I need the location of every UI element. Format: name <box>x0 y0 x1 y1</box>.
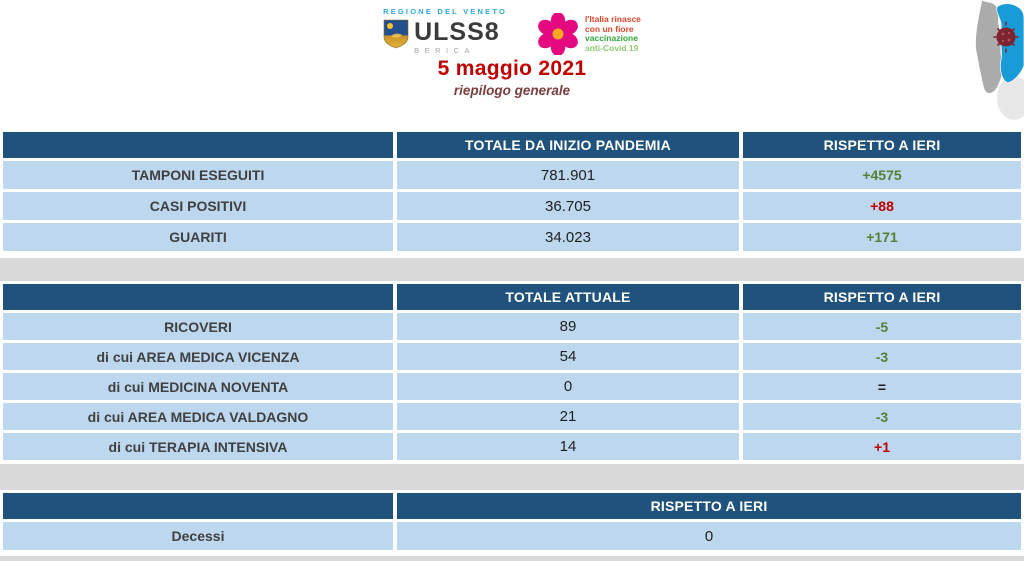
column-header-rispetto-ieri: RISPETTO A IERI <box>397 493 1021 519</box>
table-deaths <box>3 493 1021 550</box>
row-delta-guariti: +171 <box>743 223 1021 251</box>
row-label-area-medica-valdagno: di cui AREA MEDICA VALDAGNO <box>3 403 393 430</box>
ulss8-name: ULSS8 <box>414 18 500 46</box>
row-value-terapia-intensiva: 14 <box>397 433 739 460</box>
ulss8-berica-label: BERICA <box>414 46 476 55</box>
row-label-guariti: GUARITI <box>3 223 393 251</box>
header-empty-cell <box>3 493 393 519</box>
row-delta-casi-positivi: +88 <box>743 192 1021 220</box>
row-value-ricoveri: 89 <box>397 313 739 340</box>
ulss8-logo-row <box>383 19 500 55</box>
report-subtitle: riepilogo generale <box>453 83 571 98</box>
section-divider <box>0 258 1024 281</box>
row-value-guariti: 34.023 <box>397 223 739 251</box>
row-value-medicina-noventa: 0 <box>397 373 739 400</box>
column-header-rispetto-ieri: RISPETTO A IERI <box>743 132 1021 158</box>
column-header-rispetto-ieri: RISPETTO A IERI <box>743 284 1021 310</box>
header-logos <box>0 7 1024 55</box>
row-value-casi-positivi: 36.705 <box>397 192 739 220</box>
campaign-line-2: con un fiore <box>585 23 634 34</box>
row-label-area-medica-vicenza: di cui AREA MEDICA VICENZA <box>3 343 393 370</box>
row-label-casi-positivi: CASI POSITIVI <box>3 192 393 220</box>
campaign-line-3: vaccinazione <box>585 33 638 43</box>
row-delta-area-medica-valdagno: -3 <box>743 403 1021 430</box>
row-value-area-medica-vicenza: 54 <box>397 343 739 370</box>
primula-flower-icon <box>537 13 579 55</box>
header-empty-cell <box>3 284 393 310</box>
row-label-terapia-intensiva: di cui TERAPIA INTENSIVA <box>3 433 393 460</box>
campaign-line-1: l'Italia rinasce <box>585 14 641 24</box>
column-header-totale-attuale: TOTALE ATTUALE <box>397 284 739 310</box>
column-header-totale-pandemia: TOTALE DA INIZIO PANDEMIA <box>397 132 739 158</box>
row-delta-tamponi: +4575 <box>743 161 1021 189</box>
row-label-tamponi: TAMPONI ESEGUITI <box>3 161 393 189</box>
header-empty-cell <box>3 132 393 158</box>
table-current-hospitalizations <box>3 284 1021 460</box>
row-value-area-medica-valdagno: 21 <box>397 403 739 430</box>
regione-veneto-label: REGIONE DEL VENETO <box>383 7 508 16</box>
row-delta-area-medica-vicenza: -3 <box>743 343 1021 370</box>
row-delta-medicina-noventa: = <box>743 373 1021 400</box>
row-label-ricoveri: RICOVERI <box>3 313 393 340</box>
ulss8-logo <box>383 7 507 55</box>
row-value-tamponi: 781.901 <box>397 161 739 189</box>
row-delta-terapia-intensiva: +1 <box>743 433 1021 460</box>
section-divider <box>0 464 1024 490</box>
ulss8-crest-icon <box>383 19 409 49</box>
vaccine-campaign-text <box>585 15 641 53</box>
title-block <box>0 57 1024 98</box>
table-pandemic-totals <box>3 132 1021 251</box>
row-value-decessi: 0 <box>397 522 1021 550</box>
vaccine-campaign-logo <box>537 13 641 55</box>
campaign-line-4: anti-Covid 19 <box>585 42 639 53</box>
bottom-edge-strip <box>0 556 1024 561</box>
row-delta-ricoveri: -5 <box>743 313 1021 340</box>
report-date: 5 maggio 2021 <box>437 57 587 80</box>
row-label-medicina-noventa: di cui MEDICINA NOVENTA <box>3 373 393 400</box>
ulss8-wordmark <box>414 19 500 55</box>
row-label-decessi: Decessi <box>3 522 393 550</box>
